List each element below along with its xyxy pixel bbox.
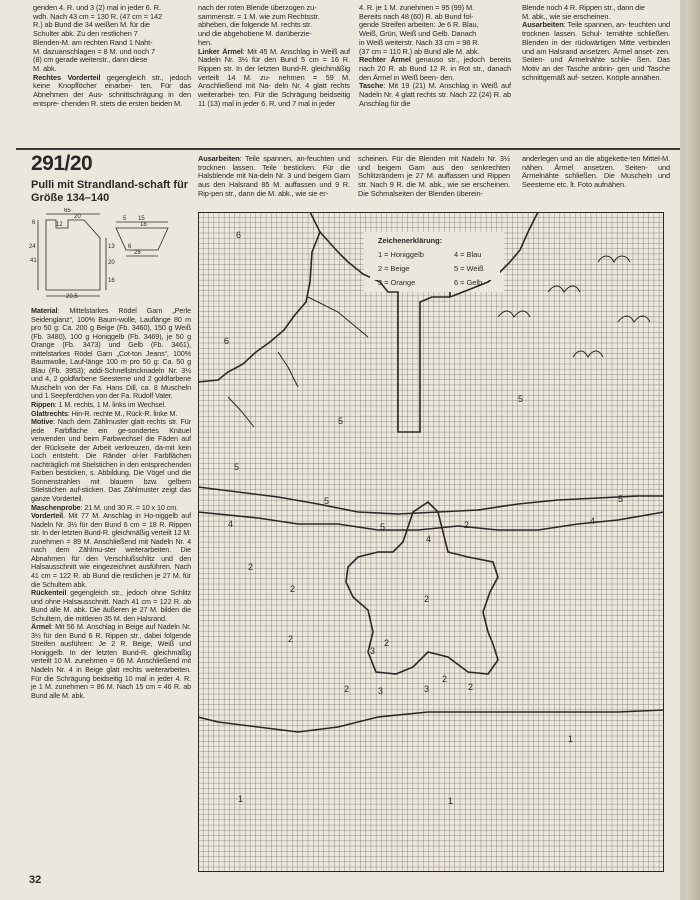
chart-color-code: 2 [344,684,350,694]
paragraph-text: : Mit 19 (21) M. Anschlag in Weiß auf Nadeln Nr. 4 glatt rechts str. Nach 22 (24) R. ab Anschlag für die [359,81,511,108]
chart-color-code: 4 [228,519,234,529]
section-rule [16,148,680,150]
neck-left-edge [198,212,320,382]
legend-item: 4 = Blau [454,250,482,259]
schematic-dimension: 24 [29,244,36,250]
chart-color-code: 2 [442,674,448,684]
section-heading: Motive [31,417,54,427]
mid-column-3 [358,155,510,199]
chart-color-code: 5 [518,394,524,404]
text-line: in Weiß weiterstr. Nach 33 cm = 98 R. [359,37,480,47]
mid-col2-para [198,155,350,199]
left-instructions-column [31,307,191,700]
wave-line [308,297,368,337]
sleeve-outline [116,228,168,250]
instruction-paragraph [31,418,191,503]
section-heading: Tasche [359,81,384,91]
stripe-5-line [198,487,664,514]
section-heading: Linker Ärmel [198,46,243,56]
chart-color-code: 5 [234,462,240,472]
paragraph-text: gegengleich str., jedoch keine Knopflöcher einarbei- ten. Für das Abnehmen der Aus- schnittschrägung in den entspre- chenden R. stets die ersten beiden M. [33,72,191,108]
section-heading: Ausarbeiten [522,20,564,30]
chart-color-code: 3 [378,686,384,696]
schematic-dimension: 6 [32,220,36,226]
schematic-dimension: 12 [56,222,63,228]
top-col4-lines [522,4,670,21]
top-column-1 [33,4,191,108]
section-text: : Hin-R. rechte M., Rück-R. linke M. [67,408,178,418]
section-text: : Mittelstarkes Rödel Garn „Perle Seidenglanz“, 100% Baum-wolle, Lauflänge 80 m pro 50 g: Ca. 200 g Beige (Fb. 3460), 150 g Weiß (Fb. 3480), 100 g Honiggelb (Fb. 3469), je 50 g Orange (Fb. 3473) und Gelb (Fb. 3461), mittelstarkes Rödel Garn „Cot-ton Jeans“, 100% Baumwolle, Lauf-länge 100 m pro 50 g: Ca. 50 g Blau (Fb. 3953); addi-Schnellstricknadeln Nr. 3½ und 4, 2 goldfarbene Seesterne und 2 goldfarbene Muscheln von der Fa. Hans Dill, ca. 8 Muscheln und 1 Seepferdchen von der Fa. Rudolf Vater. [31,306,191,401]
text-line: 4. R. je 1 M. zunehmen = 95 (99) M. [359,3,475,12]
chart-color-code: 2 [464,520,470,530]
section-heading: Rechter Ärmel [359,55,411,65]
chart-color-code: 2 [424,594,430,604]
chart-color-code: 2 [288,634,294,644]
schematic-dimension: 6 [128,244,132,250]
text-line: nach der roten Blende überzogen zu- [198,3,317,12]
chart-color-labels [224,230,623,806]
text-line: Blenden-M. am rechten Rand 1 Naht- [33,37,153,47]
knitting-chart [198,212,664,872]
garment-schematic [28,208,198,300]
chart-color-code: 5 [338,416,344,426]
section-text: : Mit 56 M. Anschlag in Beige auf Nadeln Nr. 3½ für den Bund 6 R. Rippen str., dabei folgende Streifen ausführen: Je 2 R. Beige, Weiß und Honiggelb. In der letzten Bund-R. gleichmäßig verteilt 10 M. zunehmen = 66 M. Anschließend mit Nadeln Nr. 4 in Beige glatt rechts weiterarbeiten. Für die Schrägung beidseitig 10 mal in jeder 4. R. je 1 M. zunehmen = 86 M. Nach 15 cm = 46 R. ab Bund alle M. abk. [31,622,191,700]
mid-column-2 [198,155,350,199]
instruction-paragraph [31,307,191,401]
legend-item: 5 = Weiß [454,264,484,273]
top-col1b-para [33,74,191,109]
schematic-dimension: 65 [64,208,71,214]
top-col2-lines [198,4,350,48]
legend-item: 1 = Honiggelb [378,250,424,259]
legend-item: 6 = Gelb [454,278,483,287]
top-col3-lines [359,4,511,56]
section-text: : Nach dem Zählmuster glatt rechts str. Für jede Farbfläche ein ge-sondertes Knäuel verwenden und beim Farbwechsel die Fäden auf der Rückseite der Arbeit verkreuzen, da-mit kein Loch entsteht. Die Ränder ol-ler Farbflächen nachträglich mit Stielstichen in den entsprechenden Farben besticken, s. Abbildung. Die Vögel und die Sonnenstrahlen mit blauem bzw. gelbem Stielstichen auf-sticken. Das Zählmuster zeigt das ganze Vorderteil. [31,417,191,504]
text-line: abheben, die folgende M. rechts str. [198,20,312,30]
chart-color-code: 3 [424,684,430,694]
section-heading: Rückenteil [31,588,67,598]
text-line: gende Streifen arbeiten: Je 6 R. Blau, [359,20,479,30]
schematic-dimension: 13 [108,244,115,250]
mid-column-4 [522,155,670,190]
schematic-dimension: 16 [108,278,115,284]
section-heading: Vorderteil [31,511,64,521]
chart-color-code: 2 [248,562,254,572]
page-edge [686,0,700,900]
chart-color-code: 2 [384,638,390,648]
seaweed-2 [278,352,298,387]
top-col1-lines [33,4,191,74]
chart-color-code: 5 [618,494,624,504]
paragraph-text: : Teile spannen, an- feuchten und trocknen lassen. Schul- ternähte schließen. Blenden in der rückwärtigen Mitte verbinden und am Halsrand ansetzen. Ärmel anset- zen. Seiten- und Ärmelnähte schlie- ßen. Das Motiv an der Tasche anbrin- gen und Tasche schnittgemäß auf- setzen. Knöpfe annähen. [522,20,670,82]
text-line: wdh. Nach 43 cm = 130 R. (47 cm = 142 [33,11,162,21]
chart-color-code: 4 [590,516,596,526]
section-text: : 21 M. und 30 R. = 10 x 10 cm. [80,502,178,512]
chart-color-code: 5 [324,496,330,506]
text-line: Bereits nach 48 (60) R. ab Bund fol- [359,11,474,21]
chart-color-code: 3 [370,646,376,656]
text-line: Blende noch 4 R. Rippen str., dann die [522,3,645,12]
schematic-dimension: 41 [30,258,37,264]
schematic-dimension: 18 [140,222,147,228]
text-line: Schulter abk. Zu den restlichen 7 [33,29,138,39]
instruction-paragraph [31,623,191,700]
text-line: M. dazuanschlagen = 8 M. und noch 7 [33,46,156,56]
top-col4b-para [522,21,670,82]
schematic-dimension: 20 [108,260,115,266]
instruction-paragraph [31,512,191,589]
legend-item: 3 = Orange [378,278,416,287]
section-heading: Material [31,306,58,315]
top-column-3 [359,4,511,108]
chart-color-code: 1 [568,734,574,744]
chart-color-code: 5 [380,522,386,532]
paragraph-text: genauso str., jedoch bereits nach 20 R. ab Bund 12 R. in Rot str., danach den Ärmel in Weiß been- den. [359,55,511,82]
pattern-number: 291/20 [31,152,93,175]
top-column-4 [522,4,670,82]
section-text: gegengleich str., jedoch ohne Schlitz und ohne Halsausschnitt. Nach 41 cm = 122 R. ab Bund alle M. abk. Die äußeren je 27 M. bilden die Schultern, die mittleren 35 M. den Halsrand. [31,588,191,623]
bird-5 [573,351,603,357]
chart-color-code: 1 [238,794,244,804]
text-line: (8) cm gerade weiterstr., dann diese [33,55,148,65]
schematic-dimension: 5 [123,216,127,222]
beach-line [198,710,664,732]
section-heading: Ausarbeiten [198,154,240,163]
section-heading: Maschenprobe [31,502,81,512]
text-line: hen. [198,37,212,47]
text-line: sammenstr. = 1 M. wie zum Rechtsstr. [198,11,320,21]
mid-col2-text: : Teile spannen, an-feuchten und trocknen lassen. Teile besticken. Für die Halsblende mit Na-deln Nr. 3 und beigem Garn aus den Halsrand 85 M. auffassen und 9 R. Rip-pen str., dann die M. abk., wie sie er- [198,154,350,198]
section-text: . Mit 77 M. Anschlag in Ho-niggelb auf Nadeln Nr. 3½ für den Bund 6 cm = 18 R. Rippen str. In der letzten Bund-R. gleichmäßig verteilt 12 M. zunehmen = 89 M. Anschließend mit Nadeln Nr. 4 nach dem Zählmu-ster weiterarbeiten. Die Abnahmen für den Verschlußschlitz und den Halsausschnitt wie eingezeichnet ausführen. Nach 41 cm = 122 R. ab Bund die restlichen je 27 M. für die Schultern abk. [31,511,191,589]
chart-color-code: 1 [448,796,454,806]
top-col3c-para [359,82,511,108]
instruction-paragraph [31,589,191,623]
schematic-dimension: 15 [138,216,145,222]
legend-item: 2 = Beige [378,264,410,273]
mid-col4-text: anderlegen und an die abgekette-ten Mittel-M. nähen. Ärmel ansetzen. Seiten- und Ärmelnähte schließen. Die Muscheln und Seesterne etc. lt. Foto aufnähen. [522,154,670,190]
schematic-dimension: 28 [134,250,141,256]
section-heading: Glattrechts [31,408,68,418]
section-heading: Rechtes Vorderteil [33,72,101,82]
chart-color-code: 2 [468,682,474,692]
chart-color-code: 2 [290,584,296,594]
paragraph-text: : Mit 45 M. Anschlag in Weiß auf Nadeln Nr. 3½ für den Bund 5 cm = 16 R. Rippen str. In der letzten Bund-R. gleichmäßig verteilt 14 M. zu- nehmen = 59 M. Anschließend mit Na- deln Nr. 4 glatt rechts weiterarbei- ten. Für die Schrägung beidseitig 11 (13) mal in jeder 6. R. und 7 mal in jeder [198,46,350,108]
legend-title: Zeichenerklärung: [378,236,443,245]
text-line: (37 cm = 110 R.) ab Bund alle M. abk. [359,46,480,56]
schematic-dimension: 20,5 [66,294,78,300]
chart-color-code: 6 [236,230,242,240]
chart-color-code: 4 [426,534,432,544]
pattern-title: Pulli mit Strandland-schaft für Größe 134–140 [31,179,189,204]
color-legend [370,236,500,287]
section-heading: Ärmel [31,622,51,632]
seaweed-1 [228,397,254,427]
text-line: und die abgehobene M. darüberzie- [198,29,312,39]
text-line: M. abk. [33,63,57,73]
text-line: Weiß, Grün, Weiß und Gelb. Danach [359,29,477,39]
page-number: 32 [29,874,42,886]
text-line: M. abk., wie sie erscheinen. [522,11,611,21]
text-line: R.) ab Bund die 34 weißen M. für die [33,20,150,30]
schematic-dimension: 20 [74,214,81,220]
text-line: genden 4. R. und 3 (2) mal in jeder 6. R. [33,3,161,12]
mid-col3-text: scheinen. Für die Blenden mit Nadeln Nr. 3½ und beigem Garn aus den senkrechten Schlitzrändern je 27 M. auffassen und Rippen str. Nach 9 R. die M. abk., wie sie erscheinen. Die Schmalseiten der Blenden überein- [358,154,510,198]
front-piece-outline [46,220,100,290]
top-column-2 [198,4,350,108]
section-text: : 1 M. rechts, 1 M. links im Wechsel. [54,400,166,410]
bird-3 [498,311,530,317]
top-col3b-para [359,56,511,82]
section-heading: Rippen [31,400,55,410]
top-col2b-para [198,48,350,109]
chart-color-code: 6 [224,336,230,346]
